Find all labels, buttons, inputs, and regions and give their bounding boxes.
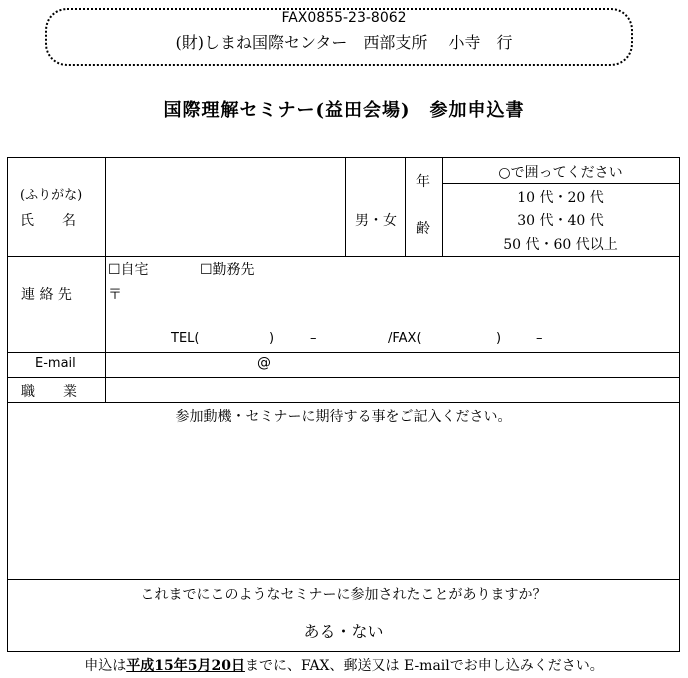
home-checkbox[interactable]: ☐自宅	[108, 262, 149, 278]
work-checkbox[interactable]: ☐勤務先	[200, 262, 255, 278]
age-instruction: ○で囲ってください	[498, 165, 623, 181]
age-option[interactable]: 50 代・60 代以上	[503, 237, 618, 253]
furigana-label: (ふりがな)	[20, 188, 83, 203]
addressee-name: (財)しまね国際センター 西部支所 小寺 行	[175, 33, 513, 52]
submission-note	[0, 655, 688, 675]
fax-label: /FAX(	[388, 331, 422, 346]
age-label-top: 年	[416, 174, 430, 190]
motivation-prompt: 参加動機・セミナーに期待する事をご記入ください。	[175, 409, 512, 425]
gender-column-divider	[345, 158, 346, 256]
email-at-sign: @	[257, 355, 271, 371]
postal-mark: 〒	[108, 287, 122, 303]
age-label-divider	[405, 158, 406, 256]
fax-number: FAX0855-23-8062	[281, 10, 407, 26]
experience-question: これまでにこのようなセミナーに参加されたことがありますか？	[140, 587, 547, 603]
tel-label: TEL(	[171, 331, 200, 346]
email-label: E-mail	[35, 356, 76, 371]
age-option[interactable]: 30 代・40 代	[517, 213, 604, 229]
name-field[interactable]	[106, 159, 344, 255]
form-title: 国際理解セミナー(益田会場) 参加申込書	[163, 100, 525, 121]
tel-close: )	[269, 331, 275, 346]
motivation-textarea[interactable]	[9, 428, 678, 578]
row-divider	[8, 256, 679, 257]
age-divider	[442, 183, 679, 184]
row-divider	[8, 579, 679, 580]
fax-dash: –	[536, 331, 543, 346]
occupation-field[interactable]	[106, 378, 678, 401]
application-form	[7, 157, 680, 652]
contact-label: 連 絡 先	[21, 287, 72, 303]
experience-options[interactable]: ある・ない	[303, 622, 384, 641]
name-label: 氏 名	[20, 213, 76, 229]
age-option[interactable]: 10 代・20 代	[517, 190, 604, 206]
age-label-bottom: 齢	[416, 221, 430, 237]
occupation-label: 職 業	[21, 384, 77, 400]
fax-close: )	[496, 331, 502, 346]
row-divider	[8, 352, 679, 353]
gender-options[interactable]: 男・女	[355, 213, 397, 229]
footer-prefix: 申込は	[84, 658, 127, 674]
footer-suffix: までに、FAX、郵送又は E-mailでお申し込みください。	[244, 658, 604, 674]
deadline-date: 平成15年5月20日	[126, 658, 245, 674]
row-divider	[8, 402, 679, 403]
tel-dash: –	[310, 331, 317, 346]
